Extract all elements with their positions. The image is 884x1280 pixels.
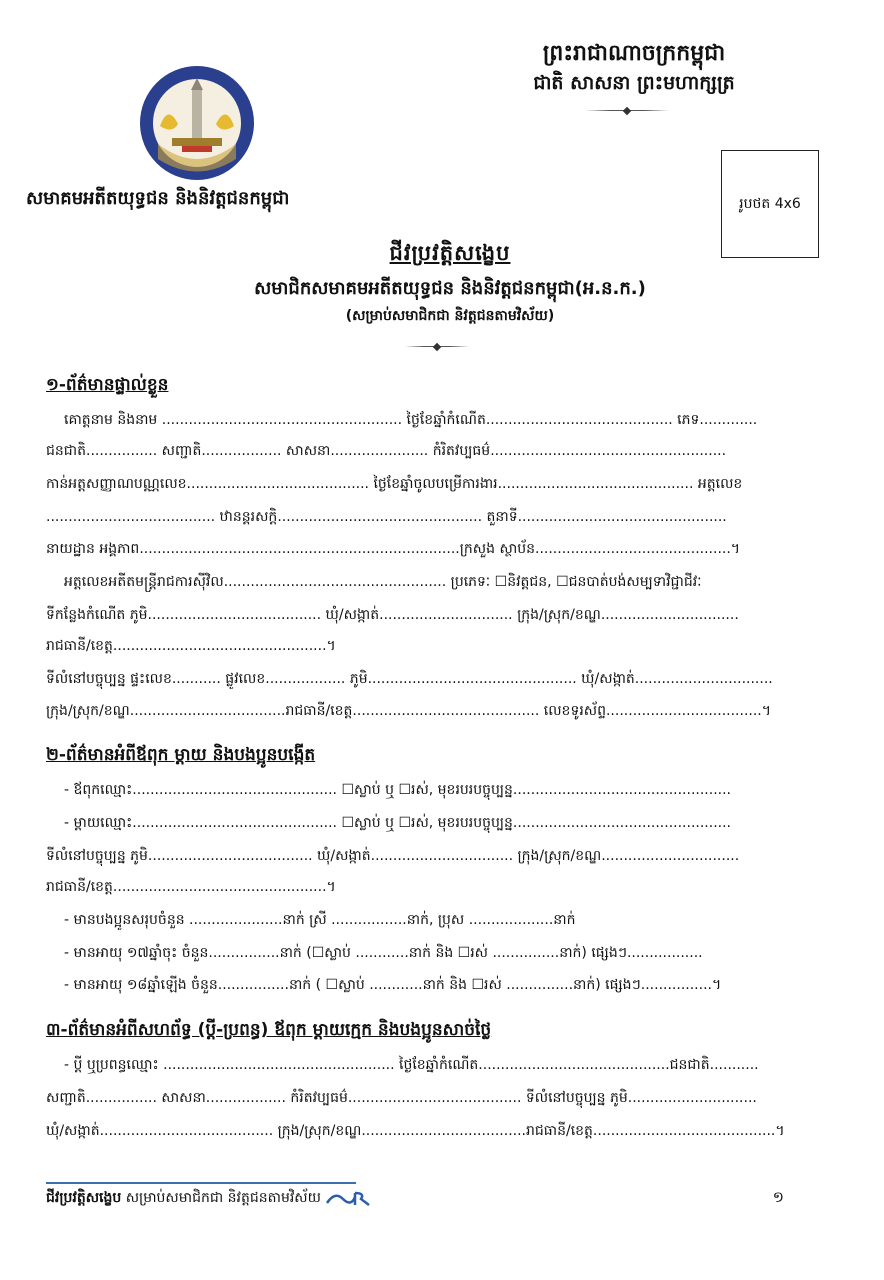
title-ornament bbox=[405, 346, 469, 347]
section1-line: ...................................... ឋានន្តរសក្តិ.............................................. តួនាទី............................................... bbox=[46, 509, 727, 525]
section1-line: ទីលំនៅបច្ចុប្បន្ន ផ្ទះលេខ........... ផ្លូវលេខ.................. ភូមិ............................................... ឃុំ/សង្កាត់............................... bbox=[46, 671, 773, 687]
section1-line: រាជធានី/ខេត្ត................................................។ bbox=[46, 638, 336, 654]
document-title: ជីវប្រវត្តិសង្ខេប bbox=[389, 241, 511, 265]
section3-line: - ប្តី ឬប្រពន្ធឈ្មោះ .................................................... ថ្ងៃខែឆ្នាំកំណើត...........................................ជនជាតិ........... bbox=[64, 1057, 759, 1073]
document-note: (សម្រាប់សមាជិកជា និវត្តជនតាមវិស័យ) bbox=[345, 308, 555, 324]
section1-line: ជនជាតិ................ សញ្ជាតិ.................. សាសនា...................... កំរិតវប្បធម៌..................................................... bbox=[46, 443, 727, 459]
section2-line: - មានបងប្អូនសរុបចំនួន .....................នាក់ ស្រី .................នាក់, ប្រុស ...................នាក់ bbox=[64, 912, 576, 928]
section1-line: ក្រុង/ស្រុក/ខណ្ឌ...................................រាជធានី/ខេត្ត.......................................... លេខទូរស័ព្ទ...................................។ bbox=[46, 703, 771, 719]
section3-line: សញ្ជាតិ................ សាសនា.................. កំរិតវប្បធម៌....................................... ទីលំនៅបច្ចុប្បន្ន ភូមិ............................. bbox=[46, 1090, 757, 1106]
header-ornament bbox=[585, 110, 669, 111]
footer-rule bbox=[46, 1182, 356, 1184]
section1-line: អត្តលេខអតីតមន្ត្រីរាជការស៊ីវិល.................................................. ប្រភេទៈ ☐និវត្តជន, ☐ជនបាត់បង់សម្បទាវិជ្ជាជីវៈ bbox=[64, 574, 702, 590]
section1-line: កាន់អត្តសញ្ញាណបណ្ណលេខ......................................... ថ្ងៃខែឆ្នាំចូលបម្រើការងារ............................................ អត្តលេខ bbox=[46, 476, 743, 492]
section1-line: នាយដ្ឋាន អង្គភាព........................................................................ក្រសួង ស្ថាប័ន............................................។ bbox=[46, 541, 741, 557]
section1-line: គោត្តនាម និងនាម ...................................................... ថ្ងៃខែឆ្នាំកំណើត.......................................... ភេទ............. bbox=[64, 412, 758, 428]
section2-heading: ២-ព័ត៌មានអំពីឪពុក ម្តាយ និងបងប្អូនបង្កើត bbox=[46, 745, 316, 765]
footer-bold: ជីវប្រវត្តិសង្ខេប bbox=[46, 1190, 122, 1206]
section1-heading: ១-ព័ត៌មានផ្ទាល់ខ្លួន bbox=[46, 375, 169, 395]
kingdom-header bbox=[504, 38, 764, 98]
section3-line: ឃុំ/សង្កាត់....................................... ក្រុង/ស្រុក/ខណ្ឌ.....................................រាជធានី/ខេត្ត.........................................។ bbox=[46, 1123, 785, 1139]
signature-mark bbox=[325, 1189, 373, 1207]
section2-line: - មានអាយុ ១៨ឆ្នាំឡើង ចំនួន................នាក់ ( ☐ស្លាប់ ............នាក់ និង ☐រស់ ...............នាក់) ផ្សេងៗ................។ bbox=[64, 977, 722, 993]
organization-name: សមាគមអតីតយុទ្ធជន និងនិវត្តជនកម្ពុជា bbox=[26, 188, 290, 209]
section2-line: - មានអាយុ ១៧ឆ្នាំចុះ ចំនួន................នាក់ (☐ស្លាប់ ............នាក់ និង ☐រស់ ...............នាក់) ផ្សេងៗ................. bbox=[64, 945, 703, 961]
section2-line: - ម្តាយឈ្មោះ.............................................. ☐ស្លាប់ ឬ ☐រស់, មុខរបរបច្ចុប្បន្ន................................................. bbox=[64, 815, 731, 831]
kingdom-title: ព្រះរាជាណាចក្រកម្ពុជា bbox=[542, 40, 726, 66]
document-subtitle: សមាជិកសមាគមអតីតយុទ្ធជន និងនិវត្តជនកម្ពុជា(អ.ន.ក.) bbox=[254, 278, 646, 299]
national-motto: ជាតិ សាសនា ព្រះមហាក្សត្រ bbox=[533, 72, 735, 94]
footer-caption bbox=[46, 1188, 373, 1209]
photo-label: រូបថត 4x6 bbox=[739, 195, 801, 212]
footer-text: សម្រាប់សមាជិកជា និវត្តជនតាមវិស័យ bbox=[125, 1190, 321, 1206]
association-logo bbox=[138, 64, 256, 182]
section3-heading: ៣-ព័ត៌មានអំពីសហព័ទ្ធ (ប្តី-ប្រពន្ធ) ឪពុក ម្តាយក្មេក និងបងប្អូនសាច់ថ្លៃ bbox=[46, 1020, 492, 1040]
section2-line: រាជធានី/ខេត្ត................................................។ bbox=[46, 879, 336, 895]
section2-line: ទីលំនៅបច្ចុប្បន្ន ភូមិ..................................... ឃុំ/សង្កាត់................................ ក្រុង/ស្រុក/ខណ្ឌ............................... bbox=[46, 848, 740, 864]
page-number: ១ bbox=[772, 1188, 784, 1206]
section2-line: - ឪពុកឈ្មោះ.............................................. ☐ស្លាប់ ឬ ☐រស់, មុខរបរបច្ចុប្បន្ន................................................. bbox=[64, 782, 731, 798]
section1-line: ទីកន្លែងកំណើត ភូមិ....................................... ឃុំ/សង្កាត់.............................. ក្រុង/ស្រុក/ខណ្ឌ............................... bbox=[46, 607, 739, 623]
